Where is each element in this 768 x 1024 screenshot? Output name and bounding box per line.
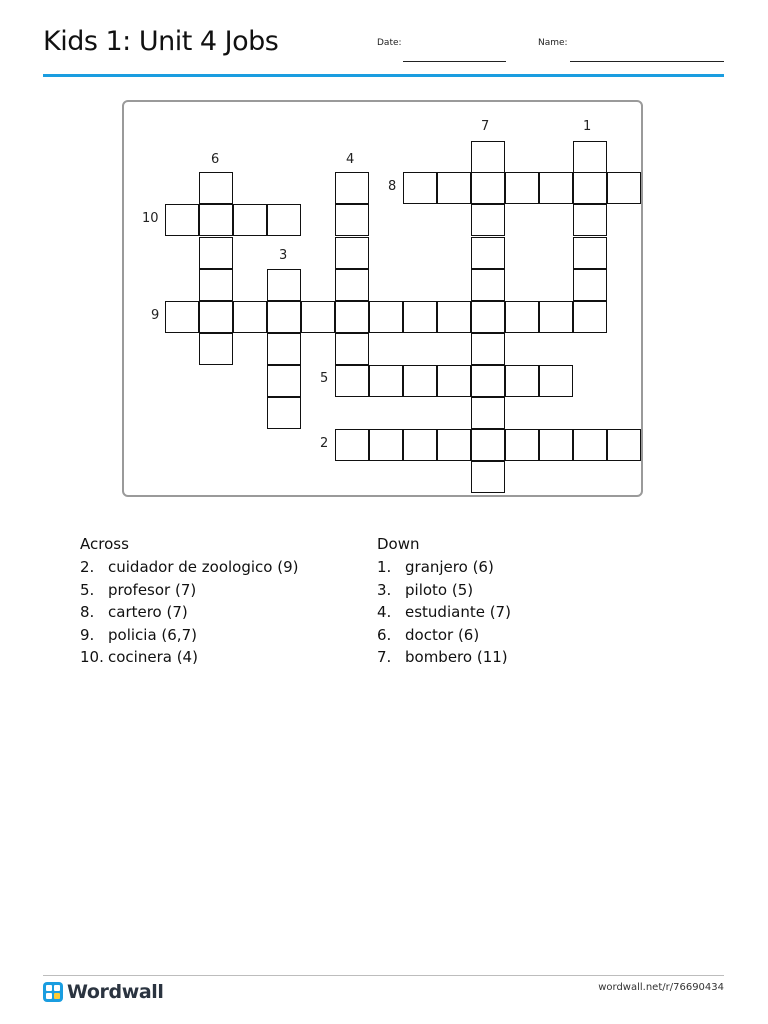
crossword-cell[interactable] bbox=[539, 429, 573, 461]
crossword-cell[interactable] bbox=[573, 204, 607, 236]
crossword-cell[interactable] bbox=[199, 204, 233, 236]
clue-text: doctor (6) bbox=[405, 625, 480, 644]
clue-text: estudiante (7) bbox=[405, 603, 511, 622]
crossword-cell[interactable] bbox=[505, 172, 539, 204]
clue-text: profesor (7) bbox=[108, 580, 197, 599]
wordwall-logo-icon bbox=[43, 982, 63, 1002]
clue-number: 10. bbox=[80, 648, 104, 667]
clue-text: cocinera (4) bbox=[108, 648, 198, 667]
crossword-cell[interactable] bbox=[471, 365, 505, 397]
crossword-cell[interactable] bbox=[471, 172, 505, 204]
across-clue bbox=[80, 646, 299, 669]
crossword-cell[interactable] bbox=[607, 429, 641, 461]
crossword-cell[interactable] bbox=[369, 365, 403, 397]
down-heading: Down bbox=[377, 535, 420, 553]
crossword-cell[interactable] bbox=[539, 365, 573, 397]
clue-number-1: 1 bbox=[583, 119, 592, 134]
crossword-cell[interactable] bbox=[471, 237, 505, 269]
crossword-cell[interactable] bbox=[437, 172, 471, 204]
clue-number: 7. bbox=[377, 648, 392, 667]
clue-text: cuidador de zoologico (9) bbox=[108, 558, 299, 576]
crossword-cell[interactable] bbox=[267, 204, 301, 236]
crossword-cell[interactable] bbox=[335, 172, 369, 204]
down-clue-list bbox=[377, 556, 511, 669]
crossword-cell[interactable] bbox=[403, 172, 437, 204]
crossword-cell[interactable] bbox=[471, 333, 505, 365]
down-clue bbox=[377, 556, 511, 579]
clue-number-4: 4 bbox=[346, 152, 355, 167]
crossword-cell[interactable] bbox=[199, 172, 233, 204]
crossword-cell[interactable] bbox=[573, 172, 607, 204]
crossword-cell[interactable] bbox=[403, 365, 437, 397]
clue-text: cartero (7) bbox=[108, 603, 188, 622]
down-clue bbox=[377, 624, 511, 647]
clue-number-9: 9 bbox=[151, 308, 160, 323]
name-label: Name: bbox=[538, 38, 568, 48]
clue-number-7: 7 bbox=[481, 119, 490, 134]
clue-number: 6. bbox=[377, 625, 392, 644]
down-clue bbox=[377, 601, 511, 624]
crossword-cell[interactable] bbox=[199, 237, 233, 269]
clue-number-3: 3 bbox=[279, 248, 288, 263]
crossword-cell[interactable] bbox=[267, 333, 301, 365]
crossword-cell[interactable] bbox=[471, 204, 505, 236]
crossword-cell[interactable] bbox=[505, 301, 539, 333]
crossword-cell[interactable] bbox=[573, 141, 607, 173]
across-heading: Across bbox=[80, 535, 129, 553]
crossword-cell[interactable] bbox=[267, 269, 301, 301]
across-clue bbox=[80, 624, 299, 647]
crossword-cell[interactable] bbox=[539, 172, 573, 204]
crossword-cell[interactable] bbox=[165, 301, 199, 333]
crossword-cell[interactable] bbox=[471, 141, 505, 173]
crossword-cell[interactable] bbox=[573, 269, 607, 301]
crossword-cell[interactable] bbox=[471, 269, 505, 301]
crossword-cell[interactable] bbox=[573, 429, 607, 461]
crossword-cell[interactable] bbox=[199, 301, 233, 333]
crossword-cell[interactable] bbox=[267, 397, 301, 429]
crossword-cell[interactable] bbox=[471, 429, 505, 461]
crossword-cell[interactable] bbox=[505, 429, 539, 461]
crossword-cell[interactable] bbox=[335, 237, 369, 269]
crossword-cell[interactable] bbox=[403, 301, 437, 333]
clue-number: 9. bbox=[80, 625, 95, 644]
crossword-cell[interactable] bbox=[403, 429, 437, 461]
clue-text: granjero (6) bbox=[405, 558, 494, 576]
crossword-cell[interactable] bbox=[471, 461, 505, 493]
clue-number-6: 6 bbox=[211, 152, 220, 167]
crossword-cell[interactable] bbox=[369, 301, 403, 333]
down-clue bbox=[377, 646, 511, 669]
crossword-cell[interactable] bbox=[165, 204, 199, 236]
footer-url: wordwall.net/r/76690434 bbox=[598, 982, 724, 993]
clue-number: 1. bbox=[377, 558, 392, 576]
name-line bbox=[570, 61, 724, 62]
crossword-cell[interactable] bbox=[573, 301, 607, 333]
clue-text: bombero (11) bbox=[405, 648, 508, 667]
date-line bbox=[403, 61, 506, 62]
crossword-cell[interactable] bbox=[471, 301, 505, 333]
crossword-cell[interactable] bbox=[539, 301, 573, 333]
crossword-cell[interactable] bbox=[437, 301, 471, 333]
clue-number: 4. bbox=[377, 603, 392, 622]
across-clue-list bbox=[80, 556, 299, 669]
page-title: Kids 1: Unit 4 Jobs bbox=[43, 26, 279, 57]
crossword-cell[interactable] bbox=[267, 301, 301, 333]
clue-number: 2. bbox=[80, 558, 95, 576]
crossword-cell[interactable] bbox=[335, 204, 369, 236]
clue-number: 3. bbox=[377, 580, 392, 599]
crossword-cell[interactable] bbox=[437, 429, 471, 461]
down-clue bbox=[377, 579, 511, 602]
crossword-cell[interactable] bbox=[335, 365, 369, 397]
clue-text: policia (6,7) bbox=[108, 625, 197, 644]
crossword-cell[interactable] bbox=[199, 269, 233, 301]
clue-number: 5. bbox=[80, 580, 95, 599]
across-clue bbox=[80, 556, 299, 579]
clue-number: 8. bbox=[80, 603, 95, 622]
date-label: Date: bbox=[377, 38, 402, 48]
clue-number-5: 5 bbox=[320, 371, 329, 386]
across-clue bbox=[80, 579, 299, 602]
crossword-cell[interactable] bbox=[607, 172, 641, 204]
crossword-cell[interactable] bbox=[505, 365, 539, 397]
clue-number-8: 8 bbox=[388, 179, 397, 194]
crossword-cell[interactable] bbox=[335, 429, 369, 461]
crossword-cell[interactable] bbox=[335, 301, 369, 333]
crossword-cell[interactable] bbox=[267, 365, 301, 397]
footer-rule bbox=[43, 975, 724, 976]
crossword-cell[interactable] bbox=[335, 333, 369, 365]
crossword-cell[interactable] bbox=[233, 204, 267, 236]
clue-number-2: 2 bbox=[320, 436, 329, 451]
clue-number-10: 10 bbox=[142, 211, 159, 226]
crossword-cell[interactable] bbox=[437, 365, 471, 397]
crossword-cell[interactable] bbox=[471, 397, 505, 429]
crossword-cell[interactable] bbox=[335, 269, 369, 301]
clue-text: piloto (5) bbox=[405, 580, 474, 599]
crossword-cell[interactable] bbox=[369, 429, 403, 461]
crossword-cell[interactable] bbox=[233, 301, 267, 333]
wordwall-logo bbox=[43, 981, 164, 1003]
across-clue bbox=[80, 601, 299, 624]
crossword-cell[interactable] bbox=[199, 333, 233, 365]
crossword-cell[interactable] bbox=[301, 301, 335, 333]
crossword-cell[interactable] bbox=[573, 237, 607, 269]
header-rule bbox=[43, 74, 724, 77]
wordwall-logo-text: Wordwall bbox=[67, 981, 164, 1003]
